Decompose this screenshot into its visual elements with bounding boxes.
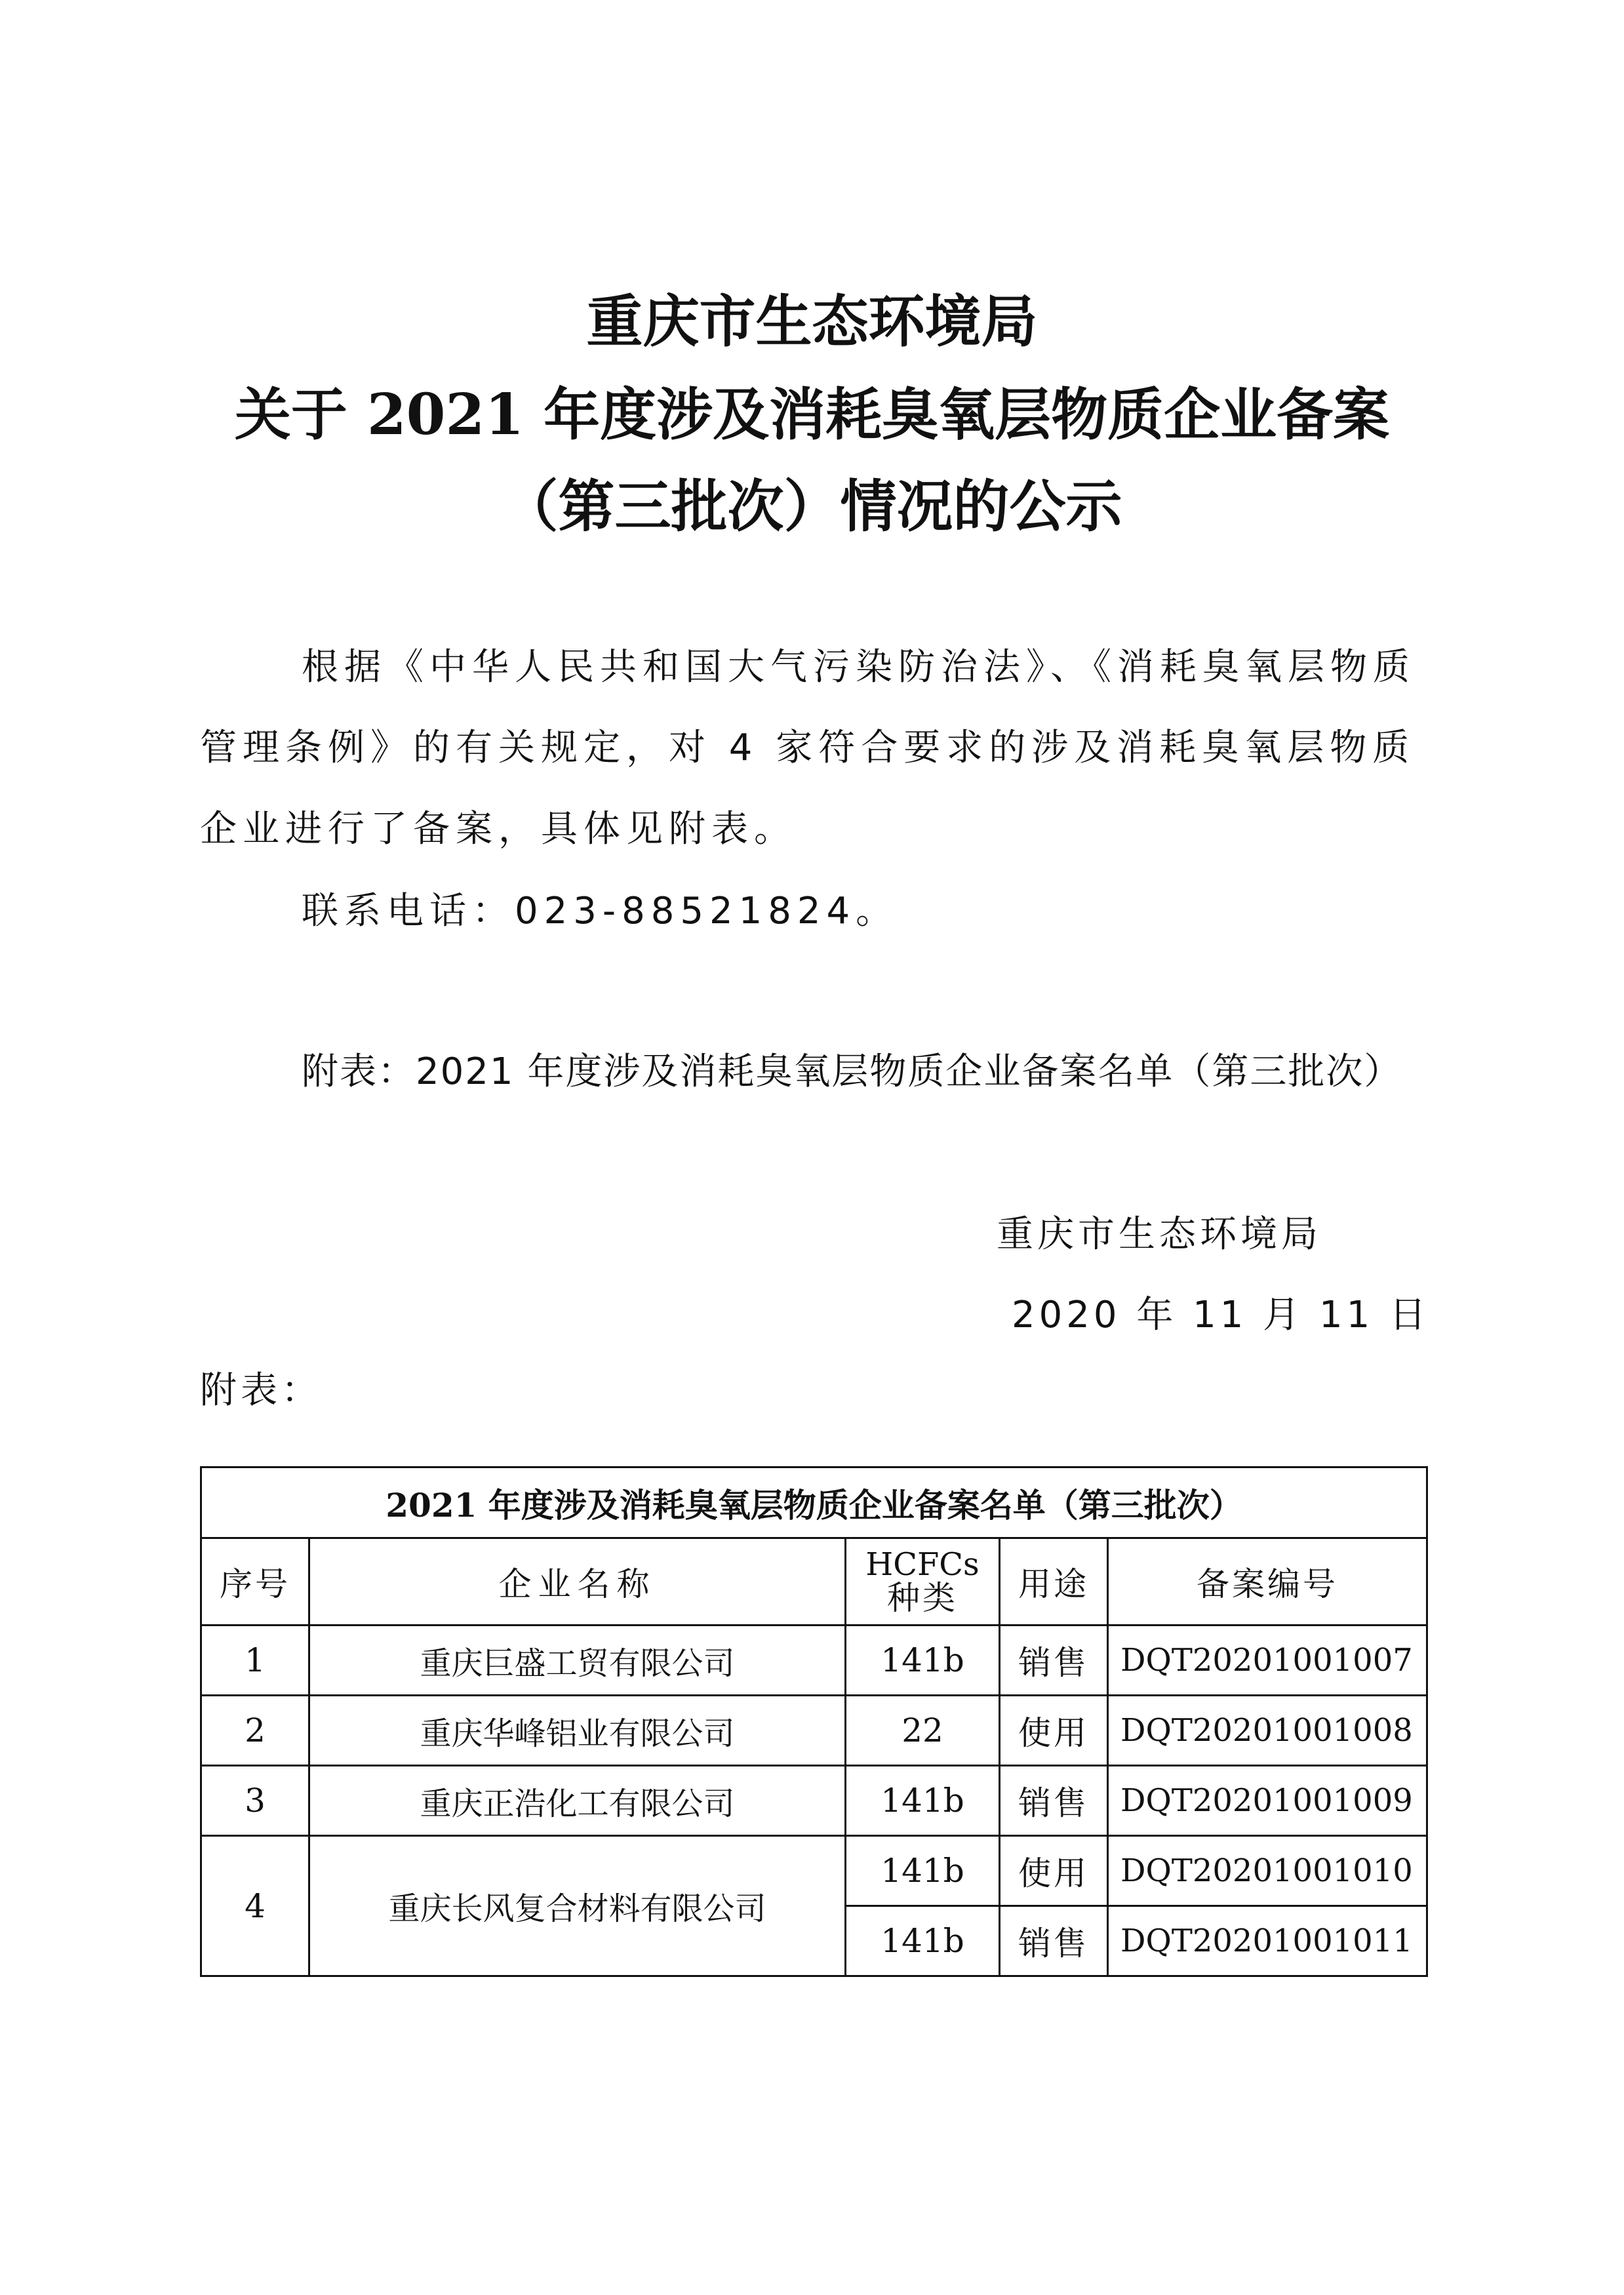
annex-label: 附表：: [200, 1369, 322, 1412]
row-code: DQT20201001008: [1108, 1696, 1427, 1766]
header-use: 用途: [1000, 1538, 1108, 1626]
body-paragraph-line-2: 管理条例》的有关规定，对 4 家符合要求的涉及消耗臭氧层物质: [200, 727, 1416, 769]
row-company: 重庆华峰铝业有限公司: [309, 1696, 846, 1766]
header-code: 备案编号: [1108, 1538, 1427, 1626]
row-use: 销售: [1000, 1626, 1108, 1696]
table-row: [201, 1836, 1427, 1906]
registration-table: [200, 1466, 1428, 1977]
table-caption: 2021 年度涉及消耗臭氧层物质企业备案名单（第三批次）: [201, 1467, 1427, 1538]
row-use: 使用: [1000, 1696, 1108, 1766]
row-code: DQT20201001011: [1108, 1906, 1427, 1976]
row-hcfc: 22: [846, 1696, 1000, 1766]
row-seq: 2: [201, 1696, 309, 1766]
attachment-note: 附表：2021 年度涉及消耗臭氧层物质企业备案名单（第三批次）: [302, 1050, 1402, 1093]
title-line-1: 重庆市生态环境局: [586, 289, 1038, 355]
title-line-3: （第三批次）情况的公示: [502, 473, 1122, 540]
table-row: [201, 1696, 1427, 1766]
row-code: DQT20201001010: [1108, 1836, 1427, 1906]
row-company: 重庆巨盛工贸有限公司: [309, 1626, 846, 1696]
row-hcfc: 141b: [846, 1626, 1000, 1696]
row-hcfc: 141b: [846, 1836, 1000, 1906]
issuer-name: 重庆市生态环境局: [997, 1213, 1322, 1256]
header-hcfc-line-2: 种类: [887, 1578, 958, 1617]
row-use: 销售: [1000, 1906, 1108, 1976]
body-paragraph-line-3: 企业进行了备案，具体见附表。: [200, 808, 797, 850]
row-use: 销售: [1000, 1766, 1108, 1836]
row-hcfc: 141b: [846, 1766, 1000, 1836]
title-line-2: 关于 2021 年度涉及消耗臭氧层物质企业备案: [234, 382, 1390, 448]
header-seq: 序号: [201, 1538, 309, 1626]
header-hcfc: [846, 1538, 1000, 1626]
row-hcfc: 141b: [846, 1906, 1000, 1976]
row-code: DQT20201001007: [1108, 1626, 1427, 1696]
row-code: DQT20201001009: [1108, 1766, 1427, 1836]
row-seq: 1: [201, 1626, 309, 1696]
table-row: [201, 1626, 1427, 1696]
row-company: 重庆长风复合材料有限公司: [309, 1836, 846, 1976]
contact-phone: 联系电话：023-88521824。: [302, 890, 899, 932]
body-paragraph-line-1: 根据《中华人民共和国大气污染防治法》、《消耗臭氧层物质: [302, 646, 1416, 688]
header-company: 企业名称: [309, 1538, 846, 1626]
header-hcfc-line-1: HCFCs: [865, 1546, 980, 1583]
row-seq: 3: [201, 1766, 309, 1836]
row-seq: 4: [201, 1836, 309, 1976]
issue-date: 2020 年 11 月 11 日: [1012, 1294, 1431, 1336]
row-company: 重庆正浩化工有限公司: [309, 1766, 846, 1836]
row-use: 使用: [1000, 1836, 1108, 1906]
table-row: [201, 1766, 1427, 1836]
